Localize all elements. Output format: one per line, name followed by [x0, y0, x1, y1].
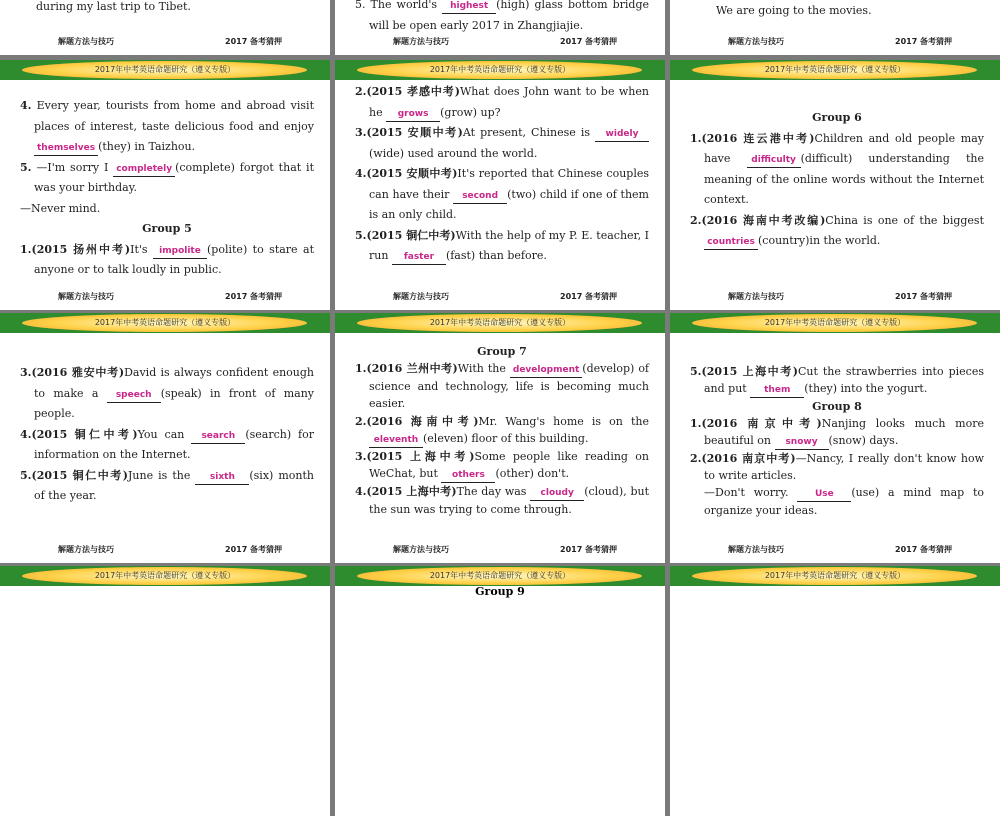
header-title: 2017年中考英语命题研究（遵义专版） [764, 318, 906, 327]
question-item: 2.(2016 海南中考改编)China is one of the biggest countries (country)in the world. [690, 211, 984, 252]
slide-top-left [0, 0, 330, 55]
header-title: 2017年中考英语命题研究（遵义专版） [764, 65, 906, 74]
slide-bottom-left [0, 566, 330, 816]
answer-blank: search [191, 430, 245, 444]
footer-methods: 解题方法与技巧 [728, 37, 784, 46]
slide-row1-mid [335, 60, 665, 310]
question-item: 4.(2015 铜仁中考)You can search (search) for information on the Internet. [20, 427, 315, 461]
question-item: 5.(2015 上海中考)Cut the strawberries into pieces and put them (they) into the yogurt. [690, 363, 984, 398]
group-heading: Group 8 [812, 400, 862, 413]
question-item: 5.(2015 铜仁中考)June is the sixth (six) month of the year. [20, 468, 314, 502]
group-heading: Group 9 [475, 585, 525, 598]
footer-predictions: 2017 备考猜押 [225, 37, 283, 46]
question-item: 2.(2016 南京中考)—Nancy, I really don't know how to write articles. [690, 452, 984, 482]
header-band [335, 566, 665, 586]
slide-top-mid [335, 0, 665, 55]
question-item: 1.(2016 南京中考)Nanjing looks much more beautiful on snowy (snow) days. [690, 415, 984, 450]
footer-predictions: 2017 备考猜押 [560, 545, 618, 554]
footer-methods: 解题方法与技巧 [728, 545, 784, 554]
slide-content [690, 363, 984, 519]
slide-row2-mid [335, 313, 665, 563]
answer-blank: second [453, 190, 507, 204]
footer-methods: 解题方法与技巧 [393, 292, 449, 301]
slide-row1-right [670, 60, 1000, 310]
footer-predictions: 2017 备考猜押 [895, 292, 953, 301]
slide-text: during my last trip to Tibet. [36, 0, 191, 13]
slide-content [355, 343, 649, 518]
header-band [0, 313, 330, 333]
answer-blank: widely [595, 128, 649, 142]
slide-text: We are going to the movies. [716, 4, 872, 17]
header-band [335, 313, 665, 333]
group-heading: Group 6 [812, 111, 862, 124]
slide-row2-right [670, 313, 1000, 563]
question-item: 3.(2016 雅安中考)David is always confident enough to make a speech (speak) in front of many people. [20, 366, 314, 420]
header-title: 2017年中考英语命题研究（遵义专版） [94, 318, 236, 327]
footer-methods: 解题方法与技巧 [58, 545, 114, 554]
question-item: 5.(2015 铜仁中考)With the help of my P. E. teacher, I run faster (fast) than before. [355, 226, 649, 267]
header-title: 2017年中考英语命题研究（遵义专版） [429, 318, 571, 327]
question-item: 1.(2015 扬州中考)It's impolite (polite) to stare at anyone or to talk loudly in public. [20, 242, 314, 276]
slide-row2-left [0, 313, 330, 563]
slide-content [20, 363, 314, 507]
header-title: 2017年中考英语命题研究（遵义专版） [429, 571, 571, 580]
question-item: 2.(2015 孝感中考)What does John want to be when he grows (grow) up? [355, 82, 649, 123]
header-title: 2017年中考英语命题研究（遵义专版） [94, 571, 236, 580]
footer-methods: 解题方法与技巧 [58, 37, 114, 46]
footer-predictions: 2017 备考猜押 [225, 545, 283, 554]
reply-line: —Never mind. [20, 201, 101, 215]
question-item: 1.(2016 兰州中考)With the development (develop) of science and technology, life is becoming much easier. [355, 362, 650, 411]
reply-line: —Don't worry. Use (use) a mind map to organize your ideas. [704, 486, 984, 517]
slide-content [355, 82, 649, 267]
answer-blank: difficulty [747, 154, 801, 168]
answer-blank: countries [704, 236, 758, 250]
question-item: 5. —I'm sorry I completely (complete) forgot that it was your birthday. [20, 160, 314, 194]
header-title: 2017年中考英语命题研究（遵义专版） [429, 65, 571, 74]
answer-blank: impolite [153, 245, 207, 259]
answer-blank: grows [386, 108, 440, 122]
answer-blank: highest [442, 0, 496, 14]
answer-blank: eleventh [369, 434, 423, 448]
footer-predictions: 2017 备考猜押 [895, 37, 953, 46]
answer-blank: them [750, 384, 804, 398]
group-heading: Group 7 [477, 345, 527, 358]
answer-blank: Use [797, 488, 851, 502]
footer-predictions: 2017 备考猜押 [560, 292, 618, 301]
answer-blank: themselves [34, 142, 98, 156]
footer-predictions: 2017 备考猜押 [225, 292, 283, 301]
footer-methods: 解题方法与技巧 [728, 292, 784, 301]
question-item: 4. Every year, tourists from home and abroad visit places of interest, taste delicious food and enjoy themselves (they) in Taizhou. [20, 96, 314, 158]
answer-blank: development [510, 364, 582, 378]
slide-content [690, 108, 984, 252]
question-item: 5. The world's highest (high) glass bottom bridge will be open early 2017 in Zhangjiajie. [355, 0, 649, 32]
header-band [670, 566, 1000, 586]
header-title: 2017年中考英语命题研究（遵义专版） [764, 571, 906, 580]
slide-bottom-mid [335, 566, 665, 816]
slide-bottom-right [670, 566, 1000, 816]
header-band [335, 60, 665, 80]
footer-predictions: 2017 备考猜押 [560, 37, 618, 46]
answer-blank: faster [392, 251, 446, 265]
slide-content [20, 96, 314, 281]
answer-blank: speech [107, 389, 161, 403]
footer-predictions: 2017 备考猜押 [895, 545, 953, 554]
question-item: 2.(2016 海南中考)Mr. Wang's home is on the eleventh (eleven) floor of this building. [355, 413, 649, 448]
question-item: 1.(2016 连云港中考)Children and old people may have difficulty (difficult) understanding the meaning of the online words without the Internet context. [690, 131, 985, 206]
header-band [670, 60, 1000, 80]
footer-methods: 解题方法与技巧 [393, 37, 449, 46]
question-item: 4.(2015 安顺中考)It's reported that Chinese couples can have their second (two) child if one of them is an only child. [355, 167, 649, 221]
header-band [670, 313, 1000, 333]
answer-blank: completely [113, 163, 175, 177]
header-title: 2017年中考英语命题研究（遵义专版） [94, 65, 236, 74]
footer-methods: 解题方法与技巧 [58, 292, 114, 301]
question-item: 3.(2015 安顺中考)At present, Chinese is widely(wide) used around the world. [355, 123, 649, 164]
question-item: 3.(2015 上海中考)Some people like reading on WeChat, but others (other) don't. [355, 448, 649, 483]
answer-blank: snowy [775, 436, 829, 450]
answer-blank: sixth [195, 471, 249, 485]
answer-blank: cloudy [530, 487, 584, 501]
footer-methods: 解题方法与技巧 [393, 545, 449, 554]
header-band [0, 566, 330, 586]
answer-blank: others [441, 469, 495, 483]
question-item: 4.(2015 上海中考)The day was cloudy (cloud), but the sun was trying to come through. [355, 485, 650, 517]
slide-row1-left [0, 60, 330, 310]
group-heading: Group 5 [142, 222, 192, 235]
slide-top-right [670, 0, 1000, 55]
header-band [0, 60, 330, 80]
